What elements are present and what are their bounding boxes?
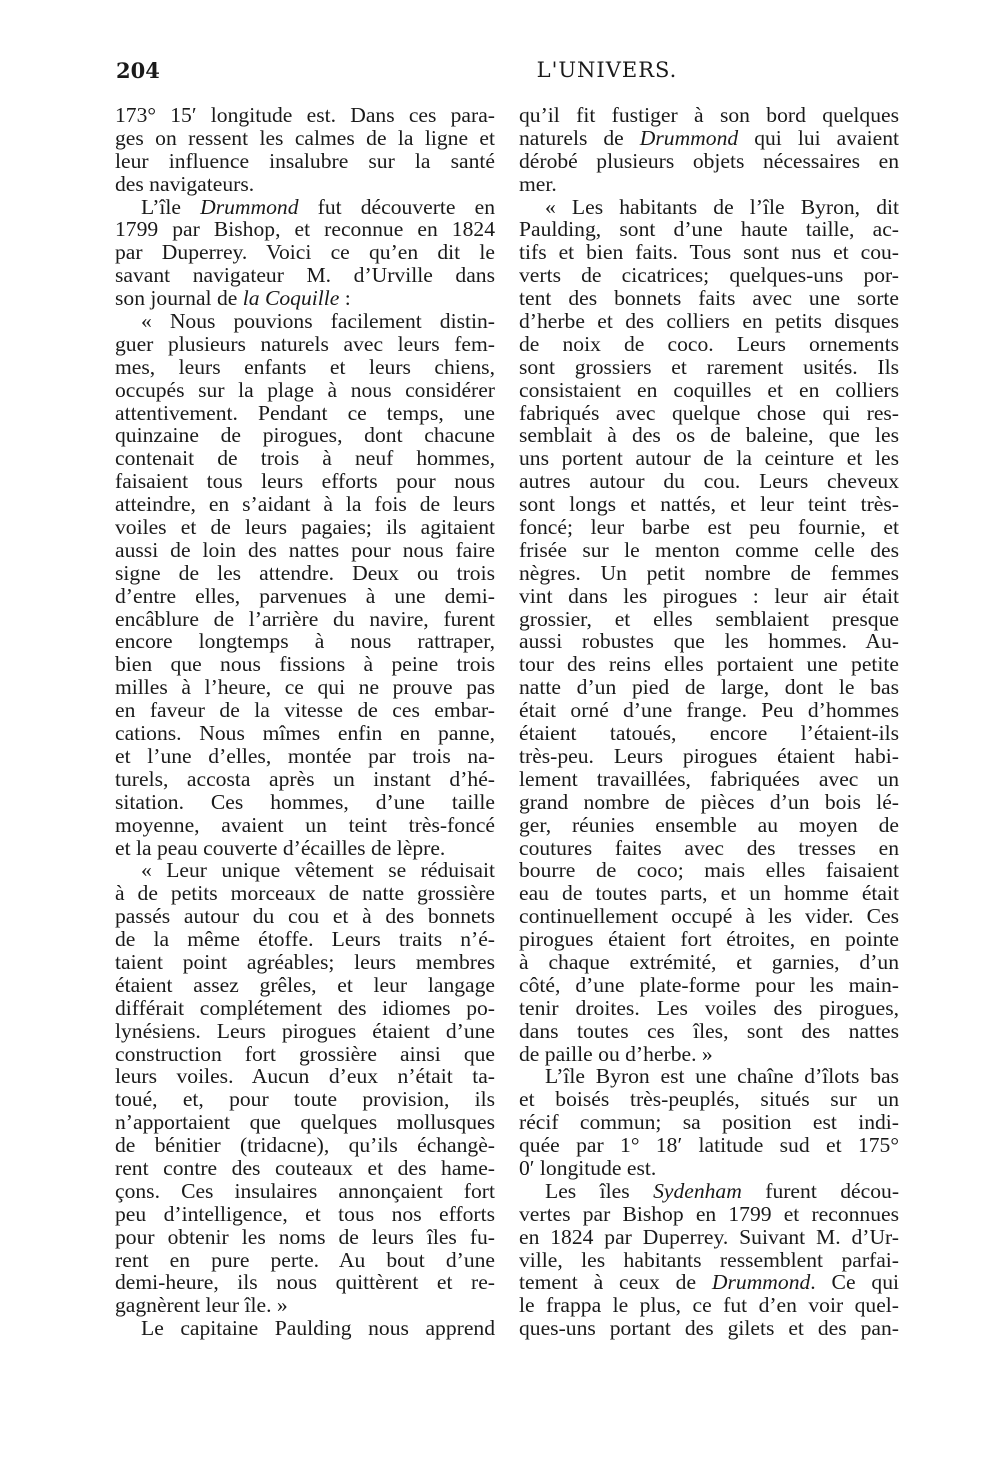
text-line: et boisés très-peuplés, situés sur un (519, 1087, 899, 1112)
text-line: coutures faites avec des tresses en (519, 835, 899, 860)
text-line: nègres. Un petit nombre de femmes (519, 560, 899, 585)
text-line: gagnèrent leur île. » (115, 1293, 288, 1318)
text-line: frisée sur le menton comme celle des (519, 537, 899, 562)
text-line: à de petits morceaux de natte grossière (115, 881, 495, 906)
text-line: leur influence insalubre sur la santé (115, 148, 495, 173)
page-header (116, 58, 898, 92)
text-line: était orné d’une frange. Peu d’hommes (519, 698, 899, 723)
text-line: 173° 15′ longitude est. Dans ces para- (115, 103, 495, 127)
text-line: Paulding, sont d’une haute taille, ac- (519, 217, 899, 242)
text-line: de paille ou d’herbe. » (519, 1041, 713, 1066)
text-line: le frappa le plus, ce fut d’en voir quel- (519, 1293, 899, 1318)
text-line: quinzaine de pirogues, dont chacune (115, 423, 495, 448)
text-line: tent des bonnets faits avec une sorte (519, 286, 899, 311)
text-line: grossier, et elles semblaient presque (519, 606, 899, 631)
text-line: vertes par Bishop en 1799 et reconnues (519, 1201, 899, 1226)
running-title: L'UNIVERS. (536, 58, 678, 82)
text-line: 1799 par Bishop, et reconnue en 1824 (115, 217, 495, 242)
text-line: rent en pure perte. Au bout d’une (115, 1247, 495, 1272)
text-line: contenait de trois à neuf hommes, (115, 446, 495, 471)
text-line: savant navigateur M. d’Urville dans (115, 263, 495, 288)
text-line: fabriqués avec quelque chose qui res- (519, 400, 899, 425)
text-line: consistaient en coquilles et en colliers (519, 377, 899, 402)
text-line: attentivement. Pendant ce temps, une (115, 400, 495, 425)
text-line: sitation. Ces hommes, d’une taille (115, 789, 495, 814)
text-line: sont longs et nattés, et leur teint très- (519, 492, 899, 517)
text-line: des navigateurs. (115, 171, 255, 196)
text-line: tement à ceux de Drummond. Ce qui (519, 1270, 899, 1295)
page-number: 204 (116, 58, 160, 83)
text-line: et l’une d’elles, montée par trois na- (115, 743, 495, 768)
text-line: bien que nous fissions à peine trois (115, 652, 495, 677)
text-line: vint dans les pirogues : leur air était (519, 583, 899, 608)
text-line: très-peu. Leurs pirogues étaient habi- (519, 743, 899, 768)
text-line: pour obtenir les noms de leurs îles fu- (115, 1224, 495, 1249)
text-line: en 1824 par Duperrey. Suivant M. d’Ur- (519, 1224, 899, 1249)
text-line: eau de toutes parts, et un homme était (519, 881, 899, 906)
text-line: ques-uns portant des gilets et des pan- (519, 1316, 899, 1341)
text-line: L’île Drummond fut découverte en (141, 194, 495, 219)
text-line: 0′ longitude est. (519, 1155, 657, 1180)
text-line: quée par 1° 18′ latitude sud et 175° (519, 1133, 899, 1158)
text-line: faisaient tous leurs efforts pour nous (115, 469, 495, 494)
text-line: différait complétement des idiomes po- (115, 995, 495, 1020)
text-line: côté, d’une plate-forme pour les main- (519, 972, 899, 997)
text-line: tifs et bien faits. Tous sont nus et cou- (519, 240, 899, 265)
text-line: ville, les habitants ressemblent parfai- (519, 1247, 899, 1272)
text-line: « Nous pouvions facilement distin- (141, 309, 495, 334)
text-line: peu d’intelligence, et tous nos efforts (115, 1201, 495, 1226)
text-line: mer. (519, 171, 557, 196)
text-line: foncé; leur barbe est peu fournie, et (519, 515, 899, 540)
text-line: grand nombre de pièces d’un bois lé- (519, 789, 899, 814)
text-line: d’entre elles, parvenues à une demi- (115, 583, 495, 608)
text-line: n’apportaient que quelques mollusques (115, 1110, 495, 1135)
text-line: Les îles Sydenham furent décou- (545, 1178, 900, 1203)
text-line: aussi robustes que les hommes. Au- (519, 629, 899, 654)
text-line: encâblure de l’arrière du navire, furent (115, 606, 495, 631)
text-line: çons. Ces insulaires annonçaient fort (115, 1178, 495, 1203)
text-line: dérobé plusieurs objets nécessaires en (519, 148, 899, 173)
text-line: semblait à des os de baleine, que les (519, 423, 899, 448)
text-line: rent contre des couteaux et des hame- (115, 1155, 495, 1180)
text-line: ger, réunies ensemble au moyen de (519, 812, 899, 837)
text-line: uns portent autour de la ceinture et les (519, 446, 899, 471)
text-line: aussi de loin des nattes pour nous faire (115, 537, 495, 562)
text-line: d’herbe et des colliers en petits disques (519, 309, 899, 334)
text-line: cations. Nous mîmes enfin en panne, (115, 721, 495, 746)
right-column (519, 104, 899, 1340)
text-line: guer plusieurs naturels avec leurs fem- (115, 331, 495, 356)
text-line: demi-heure, ils nous quittèrent et re- (115, 1270, 495, 1295)
text-line: à chaque extrémité, et garnies, d’un (519, 949, 899, 974)
text-line: L’île Byron est une chaîne d’îlots bas (545, 1064, 899, 1089)
text-line: encore longtemps à nous rattraper, (115, 629, 495, 654)
text-line: tenir droites. Les voiles des pirogues, (519, 995, 899, 1020)
text-line: signe de les attendre. Deux ou trois (115, 560, 495, 585)
text-line: moyenne, avaient un teint très-foncé (115, 812, 495, 837)
text-line: natte d’un pied de large, dont le bas (519, 675, 899, 700)
text-line: Le capitaine Paulding nous apprend (141, 1316, 495, 1341)
text-line: ges on ressent les calmes de la ligne et (115, 125, 495, 150)
text-line: étaient tatoués, encore l’étaient-ils (519, 721, 899, 746)
text-line: « Leur unique vêtement se réduisait (141, 858, 495, 883)
text-line: mes, leurs enfants et leurs chiens, (115, 354, 495, 379)
text-line: sont grossiers et rarement usités. Ils (519, 354, 899, 379)
left-column (115, 104, 495, 1340)
text-line: qu’il fit fustiger à son bord quelques (519, 103, 899, 127)
text-line: occupés sur la plage à nous considérer (115, 377, 495, 402)
text-line: turels, accosta après un instant d’hé- (115, 766, 495, 791)
text-line: de la même étoffe. Leurs traits n’é- (115, 927, 495, 952)
text-line: milles à l’heure, ce qui ne prouve pas (115, 675, 495, 700)
text-line: continuellement occupé à les vider. Ces (519, 904, 899, 929)
text-line: autres autour du cou. Leurs cheveux (519, 469, 899, 494)
text-line: de bénitier (tridacne), qu’ils échangè- (115, 1133, 495, 1158)
text-line: en faveur de la vitesse de ces embar- (115, 698, 495, 723)
text-line: de noix de coco. Leurs ornements (519, 331, 899, 356)
text-line: atteindre, en s’aidant à la fois de leurs (115, 492, 495, 517)
text-line: « Les habitants de l’île Byron, dit (545, 194, 899, 219)
text-line: tour des reins elles portaient une petite (519, 652, 899, 677)
text-line: passés autour du cou et à des bonnets (115, 904, 495, 929)
text-line: naturels de Drummond qui lui avaient (519, 125, 899, 150)
text-line: leurs voiles. Aucun d’eux n’était ta- (115, 1064, 495, 1089)
text-line: pirogues étaient fort étroites, en pointe (519, 927, 899, 952)
text-line: par Duperrey. Voici ce qu’en dit le (115, 240, 495, 265)
text-line: étaient assez grêles, et leur langage (115, 972, 495, 997)
text-line: lement travaillées, fabriquées avec un (519, 766, 899, 791)
text-line: dans toutes ces îles, sont des nattes (519, 1018, 899, 1043)
text-line: toué, et, pour toute provision, ils (115, 1087, 495, 1112)
text-line: lynésiens. Leurs pirogues étaient d’une (115, 1018, 495, 1043)
text-line: récif commun; sa position est indi- (519, 1110, 899, 1135)
text-line: construction fort grossière ainsi que (115, 1041, 495, 1066)
text-line: bourre de coco; mais elles faisaient (519, 858, 899, 883)
text-line: et la peau couverte d’écailles de lèpre. (115, 835, 446, 860)
text-line: voiles et de leurs pagaies; ils agitaient (115, 515, 495, 540)
text-line: son journal de la Coquille : (115, 286, 351, 311)
text-line: verts de cicatrices; quelques-uns por- (519, 263, 899, 288)
text-line: taient point agréables; leurs membres (115, 949, 495, 974)
